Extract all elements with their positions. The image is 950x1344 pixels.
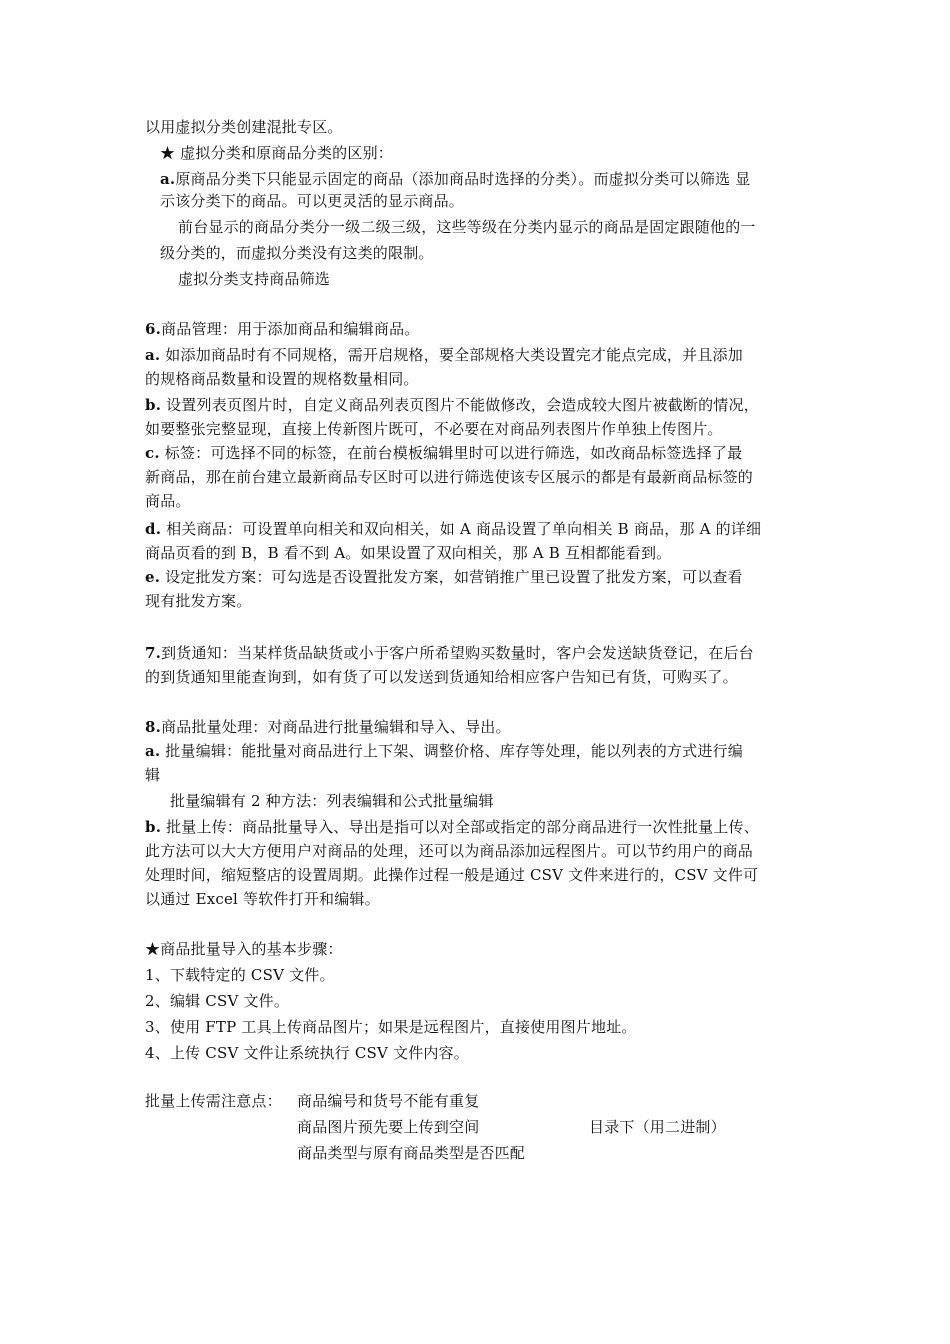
item-label: d. [145,520,162,538]
step-item: 1、下载特定的 CSV 文件。 [145,966,335,984]
item-text: 批量上传：商品批量导入、导出是指可以对全部或指定的部分商品进行一次性批量上传、 [161,818,759,836]
intro-note: 虚拟分类支持商品筛选 [178,270,331,288]
section-number: 6. [145,320,162,338]
item-label: c. [145,444,160,462]
section-title: 商品批量处理：对商品进行批量编辑和导入、导出。 [161,718,511,736]
s8-item-b-cont2: 处理时间，缩短整店的设置周期。此操作过程一般是通过 CSV 文件来进行的，CSV 文件可 [145,866,759,884]
s6-item-e [145,567,743,587]
step-item: 2、编辑 CSV 文件。 [145,992,290,1010]
intro-line: 以用虚拟分类创建混批专区。 [145,118,343,136]
item-text: 原商品分类下只能显示固定的商品（添加商品时选择的分类）。而虚拟分类可以筛选 显 [175,170,751,188]
item-text: 设定批发方案：可勾选是否设置批发方案，如营销推广里已设置了批发方案，可以查看 [160,568,743,586]
item-label: e. [145,568,161,586]
s6-item-c-cont: 新商品，那在前台建立最新商品专区时可以进行筛选使该专区展示的都是有最新商品标签的 [145,468,754,486]
star-heading: ★ 虚拟分类和原商品分类的区别： [160,144,393,162]
note-item: 商品图片预先要上传到空间 [297,1118,480,1136]
section-8-heading [145,717,511,737]
item-text: 相关商品：可设置单向相关和双向相关，如 A 商品设置了单向相关 B 商品，那 A 的详细 [161,520,762,538]
s8-item-a-cont: 辑 [145,766,161,784]
item-label: a. [160,170,176,188]
s8-item-b-cont3: 以通过 Excel 等软件打开和编辑。 [145,890,380,908]
section-6-heading [145,319,419,339]
s6-item-d-cont: 商品页看的到 B，B 看不到 A。如果设置了双向相关，那 A B 互相都能看到。 [145,544,672,562]
section-7-heading [145,643,754,663]
item-label: b. [145,396,162,414]
s6-item-a-cont: 的规格商品数量和设置的规格数量相同。 [145,370,419,388]
s6-item-c [145,443,742,463]
item-text: 设置列表页图片时，自定义商品列表页图片不能做修改，会造成较大图片被截断的情况， [161,396,759,414]
step-item: 3、使用 FTP 工具上传商品图片；如果是远程图片，直接使用图片地址。 [145,1018,637,1036]
item-text: 批量编辑：能批量对商品进行上下架、调整价格、库存等处理，能以列表的方式进行编 [160,742,743,760]
step-item: 4、上传 CSV 文件让系统执行 CSV 文件内容。 [145,1044,469,1062]
item-text: 如添加商品时有不同规格，需开启规格，要全部规格大类设置完才能点完成，并且添加 [160,346,743,364]
s6-item-b-cont: 如要整张完整显现，直接上传新图片既可，不必要在对商品列表图片作单独上传图片。 [145,420,723,438]
note-item: 商品编号和货号不能有重复 [297,1092,480,1110]
steps-heading: ★商品批量导入的基本步骤： [145,940,343,958]
section-title: 商品管理：用于添加商品和编辑商品。 [161,320,420,338]
note-item: 商品类型与原有商品类型是否匹配 [297,1144,526,1162]
section-number: 8. [145,718,162,736]
notes-label: 批量上传需注意点： [145,1092,282,1110]
s8-item-b-cont: 此方法可以大大方便用户对商品的处理，还可以为商品添加远程图片。可以节约用户的商品 [145,842,754,860]
s6-item-e-cont: 现有批发方案。 [145,592,252,610]
s6-item-c-cont2: 商品。 [145,492,191,510]
intro-point-a-cont: 示该分类下的商品。可以更灵活的显示商品。 [160,192,465,210]
intro-paragraph-cont: 级分类的，而虚拟分类没有这类的限制。 [160,244,434,262]
s8-item-a-note: 批量编辑有 2 种方法：列表编辑和公式批量编辑 [170,792,494,810]
s6-item-d [145,519,761,539]
item-label: a. [145,742,161,760]
note-item-right: 目录下（用二进制） [589,1118,726,1136]
s8-item-b [145,817,759,837]
section-text: 到货通知：当某样货品缺货或小于客户所希望购买数量时，客户会发送缺货登记，在后台 [161,644,754,662]
s8-item-a [145,741,743,761]
s6-item-a [145,345,743,365]
item-text: 标签：可选择不同的标签，在前台模板编辑里时可以进行筛选，如改商品标签选择了最 [159,444,743,462]
intro-point-a [160,169,750,189]
s6-item-b [145,395,759,415]
section-number: 7. [145,644,162,662]
item-label: b. [145,818,162,836]
item-label: a. [145,346,161,364]
intro-paragraph: 前台显示的商品分类分一级二级三级，这些等级在分类内显示的商品是固定跟随他的一 [178,218,756,236]
section-7-cont: 的到货通知里能查询到，如有货了可以发送到货通知给相应客户告知已有货，可购买了。 [145,668,738,686]
